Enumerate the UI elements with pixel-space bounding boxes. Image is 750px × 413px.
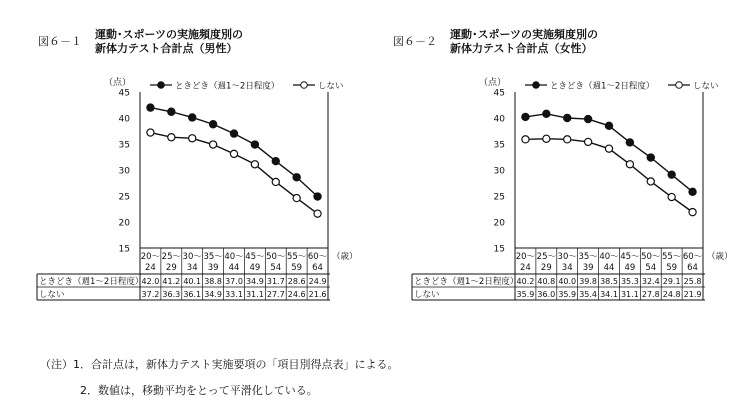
x-tick-label: 20～ <box>515 252 536 262</box>
data-label: 35.4 <box>579 290 598 299</box>
legend-label: しない <box>693 81 719 92</box>
data-point <box>689 209 696 216</box>
line-chart-female <box>375 0 750 345</box>
y-tick-label: 25 <box>118 192 130 203</box>
data-label: 38.5 <box>600 277 618 286</box>
data-point <box>189 135 196 142</box>
x-tick-label: 59 <box>291 263 303 273</box>
data-point <box>314 210 321 217</box>
chart-title-line2: 新体力テスト合計点（男性） <box>95 42 238 55</box>
data-label: 31.7 <box>266 277 285 286</box>
data-point <box>689 188 696 195</box>
y-tick-label: 45 <box>118 88 130 99</box>
data-label: 32.4 <box>641 277 660 286</box>
data-label: 29.1 <box>662 277 681 286</box>
y-tick-label: 40 <box>493 114 505 125</box>
data-label: 34.9 <box>245 277 264 286</box>
data-point <box>522 136 529 143</box>
x-tick-label: 54 <box>270 263 282 273</box>
data-label: 31.1 <box>245 290 264 299</box>
data-point <box>605 145 612 152</box>
data-label: 24.9 <box>308 277 327 286</box>
y-tick-label: 35 <box>118 140 130 151</box>
data-point <box>543 110 550 117</box>
data-point <box>293 174 300 181</box>
x-tick-label: 39 <box>582 263 594 273</box>
data-label: 36.1 <box>183 290 202 299</box>
data-label: 36.0 <box>537 290 556 299</box>
line-chart-male <box>0 0 375 345</box>
x-tick-label: 50～ <box>641 252 661 262</box>
legend-marker <box>533 82 540 89</box>
footnote-1: （注）1．合計点は，新体力テスト実施要項の「項目別得点表」による。 <box>40 358 399 371</box>
legend-label: ときどき（週1～2日程度） <box>175 81 280 92</box>
data-label: 25.8 <box>683 277 702 286</box>
data-point <box>626 161 633 168</box>
data-label: 33.1 <box>225 290 243 299</box>
x-axis-unit: （歳） <box>332 252 358 262</box>
legend-marker <box>158 82 165 89</box>
x-tick-label: 49 <box>249 263 261 273</box>
data-point <box>251 161 258 168</box>
data-point <box>230 150 237 157</box>
data-point <box>210 121 217 128</box>
data-label: 28.6 <box>287 277 306 286</box>
data-point <box>647 154 654 161</box>
data-point <box>230 130 237 137</box>
table-row-label: ときどき（週1～2日程度） <box>39 277 144 287</box>
y-axis-unit: （点） <box>104 78 132 88</box>
data-point <box>668 171 675 178</box>
y-tick-label: 20 <box>493 218 505 229</box>
chart-title-line1: 運動･スポーツの実施頻度別の <box>450 28 599 41</box>
data-point <box>147 104 154 111</box>
data-label: 37.0 <box>225 277 243 286</box>
data-label: 31.1 <box>620 290 639 299</box>
data-point <box>147 129 154 136</box>
data-label: 40.8 <box>537 277 556 286</box>
data-point <box>543 135 550 142</box>
data-point <box>314 193 321 200</box>
table-row-label: しない <box>39 290 65 300</box>
data-label: 42.0 <box>141 277 160 286</box>
y-tick-label: 15 <box>118 244 130 255</box>
x-tick-label: 50～ <box>266 252 286 262</box>
x-tick-label: 44 <box>603 263 615 273</box>
x-tick-label: 54 <box>645 263 657 273</box>
data-point <box>293 194 300 201</box>
x-tick-label: 60～ <box>682 252 703 262</box>
legend-label: しない <box>318 81 344 92</box>
chart-title-line1: 運動･スポーツの実施頻度別の <box>95 28 244 41</box>
data-point <box>189 114 196 121</box>
x-tick-label: 55～ <box>287 252 307 262</box>
x-tick-label: 40～ <box>599 252 619 262</box>
y-tick-label: 30 <box>118 166 130 177</box>
footnote-2: 2．数値は，移動平均をとって平滑化している。 <box>80 384 318 397</box>
data-label: 27.7 <box>266 290 285 299</box>
data-point <box>272 158 279 165</box>
x-tick-label: 39 <box>207 263 219 273</box>
x-tick-label: 29 <box>540 263 552 273</box>
data-label: 38.8 <box>204 277 223 286</box>
data-point <box>564 136 571 143</box>
y-tick-label: 20 <box>118 218 130 229</box>
data-point <box>626 139 633 146</box>
data-point <box>251 141 258 148</box>
data-label: 24.8 <box>662 290 681 299</box>
data-label: 36.3 <box>162 290 181 299</box>
data-point <box>605 122 612 129</box>
data-point <box>564 114 571 121</box>
data-point <box>272 178 279 185</box>
x-tick-label: 25～ <box>161 252 181 262</box>
x-tick-label: 35～ <box>203 252 223 262</box>
table-row-label: ときどき（週1～2日程度） <box>414 277 519 287</box>
x-tick-label: 60～ <box>307 252 328 262</box>
data-point <box>668 193 675 200</box>
data-label: 21.9 <box>683 290 702 299</box>
data-label: 34.9 <box>204 290 223 299</box>
footnotes <box>40 352 399 404</box>
x-tick-label: 30～ <box>557 252 577 262</box>
x-tick-label: 55～ <box>662 252 682 262</box>
x-tick-label: 44 <box>228 263 240 273</box>
data-point <box>647 178 654 185</box>
data-label: 40.0 <box>558 277 577 286</box>
y-tick-label: 35 <box>493 140 505 151</box>
x-tick-label: 24 <box>520 263 531 273</box>
y-axis-unit: （点） <box>479 78 507 88</box>
chart-panel-female <box>375 0 750 345</box>
x-tick-label: 45～ <box>620 252 640 262</box>
x-tick-label: 45～ <box>245 252 265 262</box>
chart-panel-male <box>0 0 375 345</box>
x-tick-label: 40～ <box>224 252 244 262</box>
legend <box>525 81 719 92</box>
data-label: 37.2 <box>141 290 160 299</box>
legend-label: ときどき（週1～2日程度） <box>550 81 655 92</box>
x-tick-label: 30～ <box>182 252 202 262</box>
y-tick-label: 40 <box>118 114 130 125</box>
data-label: 27.8 <box>641 290 660 299</box>
data-label: 35.9 <box>558 290 577 299</box>
figure-number: 図６－２ <box>393 35 437 48</box>
y-tick-label: 45 <box>493 88 505 99</box>
x-tick-label: 64 <box>312 263 323 273</box>
table-row-label: しない <box>414 290 440 300</box>
x-tick-label: 20～ <box>140 252 161 262</box>
data-label: 35.3 <box>620 277 639 286</box>
data-label: 39.8 <box>579 277 598 286</box>
data-label: 34.1 <box>600 290 618 299</box>
series-line <box>150 133 317 214</box>
data-point <box>168 134 175 141</box>
y-tick-label: 15 <box>493 244 505 255</box>
x-tick-label: 34 <box>561 263 573 273</box>
data-label: 35.9 <box>516 290 535 299</box>
chart-title-line2: 新体力テスト合計点（女性） <box>450 42 593 55</box>
y-tick-label: 25 <box>493 192 505 203</box>
data-point <box>585 138 592 145</box>
y-tick-label: 30 <box>493 166 505 177</box>
legend <box>150 81 344 92</box>
x-tick-label: 24 <box>145 263 156 273</box>
data-label: 41.2 <box>162 277 181 286</box>
x-tick-label: 29 <box>165 263 177 273</box>
x-axis-unit: （歳） <box>707 252 733 262</box>
data-label: 21.6 <box>308 290 327 299</box>
data-label: 24.6 <box>287 290 306 299</box>
legend-marker <box>301 82 308 89</box>
data-point <box>210 141 217 148</box>
legend-marker <box>676 82 683 89</box>
data-point <box>522 113 529 120</box>
x-tick-label: 25～ <box>536 252 556 262</box>
x-tick-label: 49 <box>624 263 636 273</box>
x-tick-label: 59 <box>666 263 678 273</box>
x-tick-label: 35～ <box>578 252 598 262</box>
data-point <box>168 108 175 115</box>
figure-number: 図６－１ <box>38 35 82 48</box>
data-label: 40.2 <box>516 277 535 286</box>
x-tick-label: 34 <box>186 263 198 273</box>
data-label: 40.1 <box>183 277 202 286</box>
x-tick-label: 64 <box>687 263 698 273</box>
data-point <box>585 115 592 122</box>
